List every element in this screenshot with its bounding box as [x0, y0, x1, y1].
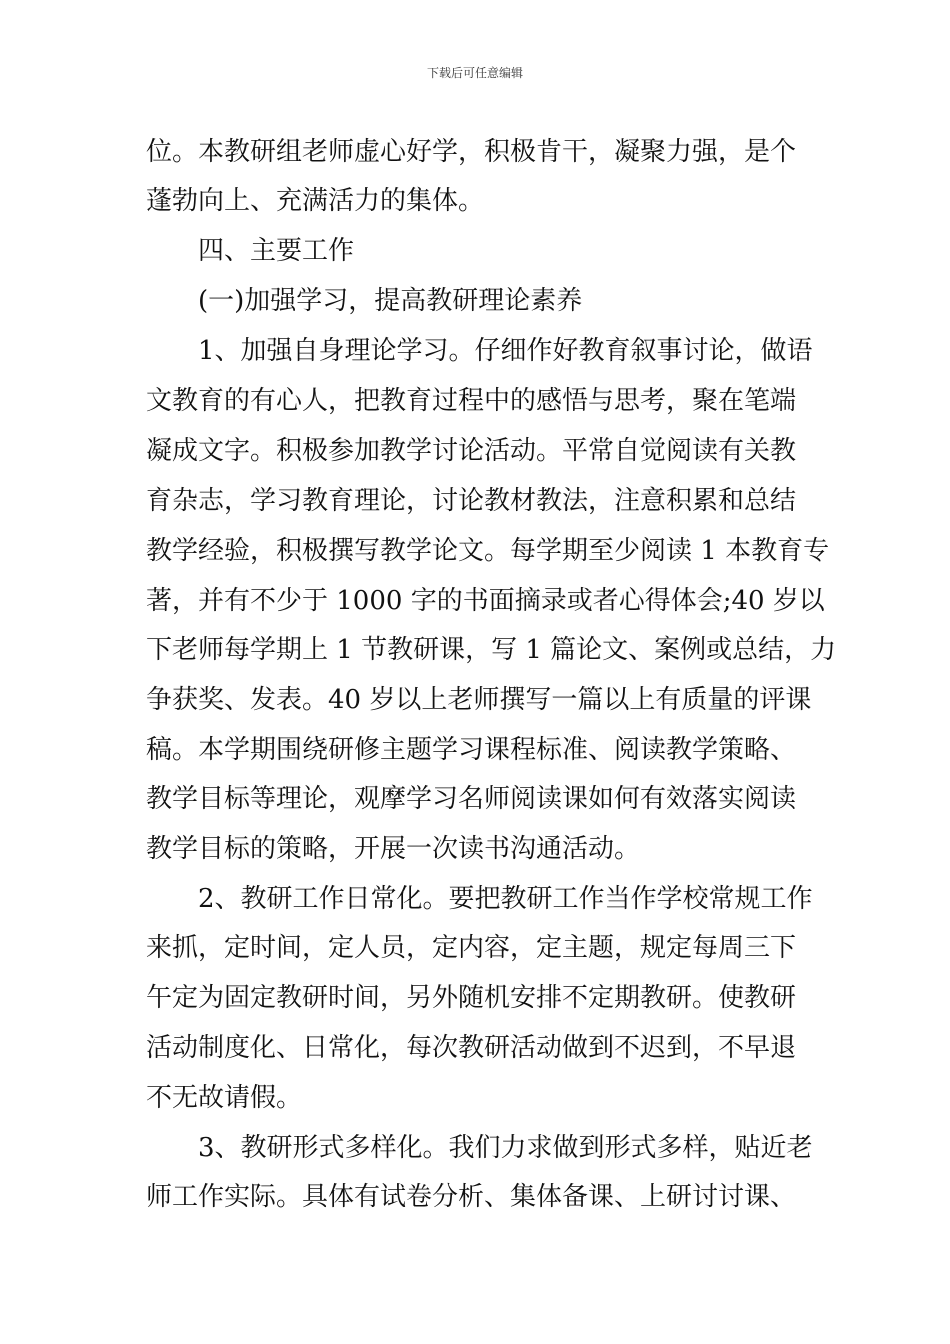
page-header-note: 下载后可任意编辑	[426, 66, 523, 80]
text-line: 不无故请假。	[146, 1083, 303, 1113]
text-line: 午定为固定教研时间，另外随机安排不定期教研。使教研	[146, 983, 797, 1013]
text-line: 来抓，定时间，定人员，定内容，定主题，规定每周三下	[146, 933, 797, 963]
text-line: 凝成文字。积极参加教学讨论活动。平常自觉阅读有关教	[146, 436, 797, 466]
text-line: 1、加强自身理论学习。仔细作好教育叙事讨论，做语	[198, 336, 813, 366]
text-line: 活动制度化、日常化，每次教研活动做到不迟到，不早退	[146, 1033, 797, 1063]
section-heading: 四、主要工作	[198, 236, 355, 266]
text-line: 教学经验，积极撰写教学论文。每学期至少阅读 1 本教育专	[146, 536, 830, 566]
text-line: 蓬勃向上、充满活力的集体。	[146, 186, 485, 216]
text-line: 著，并有不少于 1000 字的书面摘录或者心得体会;40 岁以	[146, 586, 825, 616]
text-line: 争获奖、发表。40 岁以上老师撰写一篇以上有质量的评课	[146, 685, 812, 715]
text-line: 2、教研工作日常化。要把教研工作当作学校常规工作	[198, 884, 813, 914]
text-line: 位。本教研组老师虚心好学，积极肯干，凝聚力强，是个	[146, 137, 797, 167]
text-line: 育杂志，学习教育理论，讨论教材教法，注意积累和总结	[146, 486, 797, 516]
text-line: 下老师每学期上 1 节教研课，写 1 篇论文、案例或总结，力	[146, 635, 837, 665]
text-line: 文教育的有心人，把教育过程中的感悟与思考，聚在笔端	[146, 386, 797, 416]
text-line: 稿。本学期围绕研修主题学习课程标准、阅读教学策略、	[146, 735, 797, 765]
subsection-heading: (一)加强学习，提高教研理论素养	[198, 286, 583, 316]
text-line: 教学目标的策略，开展一次读书沟通活动。	[146, 834, 641, 864]
text-line: 教学目标等理论，观摩学习名师阅读课如何有效落实阅读	[146, 784, 797, 814]
text-line: 3、教研形式多样化。我们力求做到形式多样，贴近老	[198, 1133, 813, 1163]
text-line: 师工作实际。具体有试卷分析、集体备课、上研讨讨课、	[146, 1182, 797, 1212]
